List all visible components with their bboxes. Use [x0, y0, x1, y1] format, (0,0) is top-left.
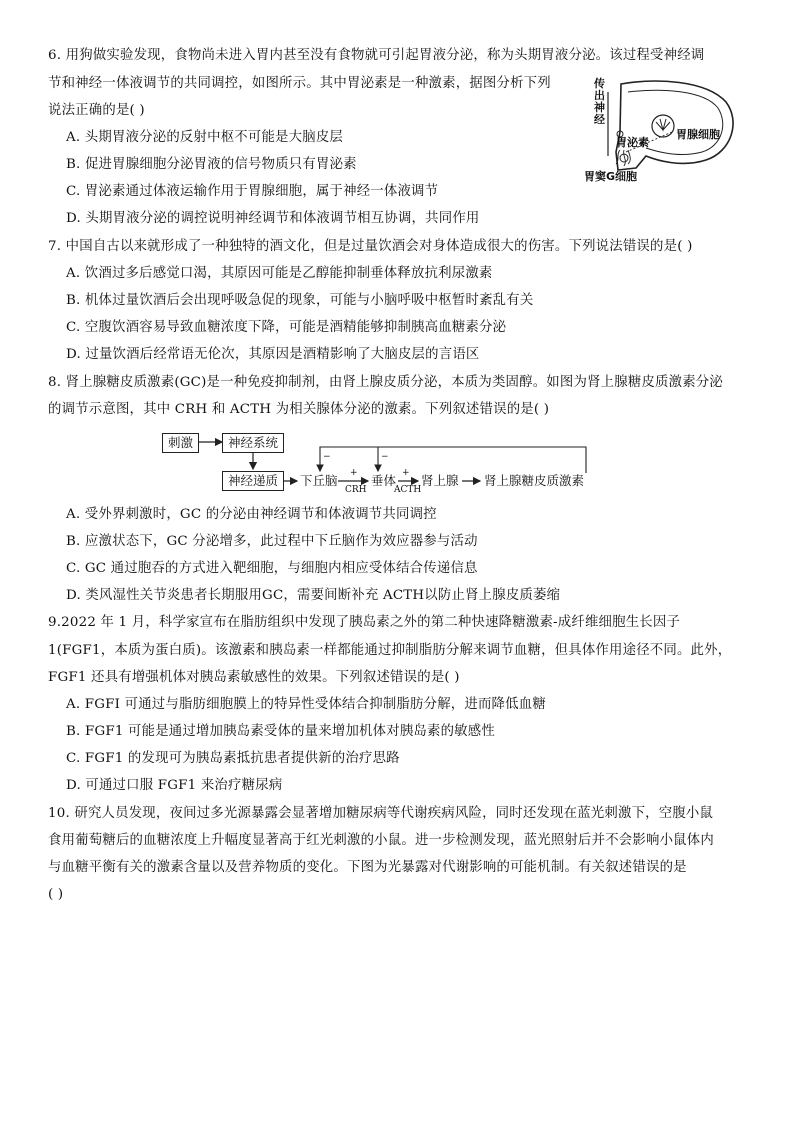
q6-option-b: B. 促进胃腺细胞分泌胃液的信号物质只有胃泌素 — [66, 157, 357, 172]
gland-cell-icon — [652, 115, 674, 137]
q9-option-a: A. FGFI 可通过与脂肪细胞膜上的特异性受体结合抑制脂肪分解，进而降低血糖 — [66, 697, 546, 712]
adrenal-label: 肾上腺 — [421, 473, 459, 488]
q6-stem-line-3: 说法正确的是( ) — [48, 103, 145, 118]
q7-option-c: C. 空腹饮酒容易导致血糖浓度下降，可能是酒精能够抑制胰高血糖素分泌 — [66, 320, 507, 335]
crh-plus-sign: + — [350, 468, 358, 478]
feedback-minus-pituitary: − — [381, 452, 389, 462]
feedback-minus-hypothalamus: − — [323, 452, 331, 462]
pituitary-label: 垂体 — [371, 473, 397, 488]
q8-option-d: D. 类风湿性关节炎患者长期服用GC，需要间断补充 ACTH以防止肾上腺皮质萎缩 — [66, 588, 561, 603]
q8-stem-line-2: 的调节示意图，其中 CRH 和 ACTH 为相关腺体分泌的激素。下列叙述错误的是( ) — [48, 402, 550, 417]
q9-stem-line-1: 9.2022 年 1 月，科学家宣布在脂肪组织中发现了胰岛素之外的第二种快速降糖激素-成纤维细胞生长因子 — [48, 615, 681, 630]
hypothalamus-label: 下丘脑 — [300, 473, 338, 488]
q9-option-d: D. 可通过口服 FGF1 来治疗糖尿病 — [66, 778, 283, 793]
acth-label: ACTH — [394, 485, 422, 495]
q10-stem-line-3: 与血糖平衡有关的激素含量以及营养物质的变化。下图为光暴露对代谢影响的可能机制。有关叙述错误的是 — [48, 860, 687, 875]
stimulus-box: 刺激 — [162, 433, 199, 453]
q6-stem-line-2: 节和神经一体液调节的共同调控，如图所示。其中胃泌素是一种激素，据图分析下列 — [48, 76, 551, 91]
nervous-system-box: 神经系统 — [222, 433, 284, 453]
q6-stem-line-1: 6. 用狗做实验发现，食物尚未进入胃内甚至没有食物就可引起胃液分泌，称为头期胃液分泌。该过程受神经调 — [48, 48, 705, 63]
q7-option-d: D. 过量饮酒后经常语无伦次，其原因是酒精影响了大脑皮层的言语区 — [66, 347, 480, 362]
q9-stem-line-3: FGF1 还具有增强机体对胰岛素敏感性的效果。下列叙述错误的是( ) — [48, 670, 460, 685]
q6-option-d: D. 头期胃液分泌的调控说明神经调节和体液调节相互协调，共同作用 — [66, 211, 480, 226]
q6-option-a: A. 头期胃液分泌的反射中枢不可能是大脑皮层 — [66, 130, 344, 145]
q7-option-a: A. 饮酒过多后感觉口渴，其原因可能是乙醇能抑制垂体释放抗利尿激素 — [66, 266, 493, 281]
q8-option-b: B. 应激状态下，GC 分泌增多，此过程中下丘脑作为效应器参与活动 — [66, 534, 478, 549]
q7-option-b: B. 机体过量饮酒后会出现呼吸急促的现象，可能与小脑呼吸中枢暂时紊乱有关 — [66, 293, 534, 308]
neurotransmitter-box: 神经递质 — [222, 471, 284, 491]
nerve-label: 传出神经 — [594, 77, 605, 126]
gastrin-label: 胃泌素 — [616, 136, 649, 149]
q10-stem-line-4: ( ) — [48, 887, 64, 902]
g-cell-label: 胃窦G细胞 — [584, 170, 638, 183]
q7-stem: 7. 中国自古以来就形成了一种独特的酒文化，但是过量饮酒会对身体造成很大的伤害。下列说法错误的是( ) — [48, 239, 693, 254]
q6-option-c: C. 胃泌素通过体液运输作用于胃腺细胞，属于神经一体液调节 — [66, 184, 439, 199]
q8-option-c: C. GC 通过胞吞的方式进入靶细胞，与细胞内相应受体结合传递信息 — [66, 561, 478, 576]
q9-option-c: C. FGF1 的发现可为胰岛素抵抗患者提供新的治疗思路 — [66, 751, 400, 766]
q9-stem-line-2: 1(FGF1，本质为蛋白质)。该激素和胰岛素一样都能通过抑制脂肪分解来调节血糖，但具体作用途径不同。此外， — [48, 643, 732, 658]
q8-stem-line-1: 8. 肾上腺糖皮质激素(GC)是一种免疫抑制剂，由肾上腺皮质分泌，本质为类固醇。如图为肾上腺糖皮质激素分泌 — [48, 375, 723, 390]
gland-cell-label: 胃腺细胞 — [676, 128, 720, 141]
q8-option-a: A. 受外界刺激时，GC 的分泌由神经调节和体液调节共同调控 — [66, 507, 437, 522]
acth-plus-sign: + — [402, 468, 410, 478]
gc-label: 肾上腺糖皮质激素 — [484, 473, 585, 488]
q10-stem-line-2: 食用葡萄糖后的血糖浓度上升幅度显著高于红光刺激的小鼠。进一步检测发现，蓝光照射后并不会影响小鼠体内 — [48, 833, 714, 848]
q9-option-b: B. FGF1 可能是通过增加胰岛素受体的量来增加机体对胰岛素的敏感性 — [66, 724, 495, 739]
q10-stem-line-1: 10. 研究人员发现，夜间过多光源暴露会显著增加糖尿病等代谢疾病风险，同时还发现在蓝光刺激下，空腹小鼠 — [48, 806, 714, 821]
crh-label: CRH — [345, 485, 367, 495]
